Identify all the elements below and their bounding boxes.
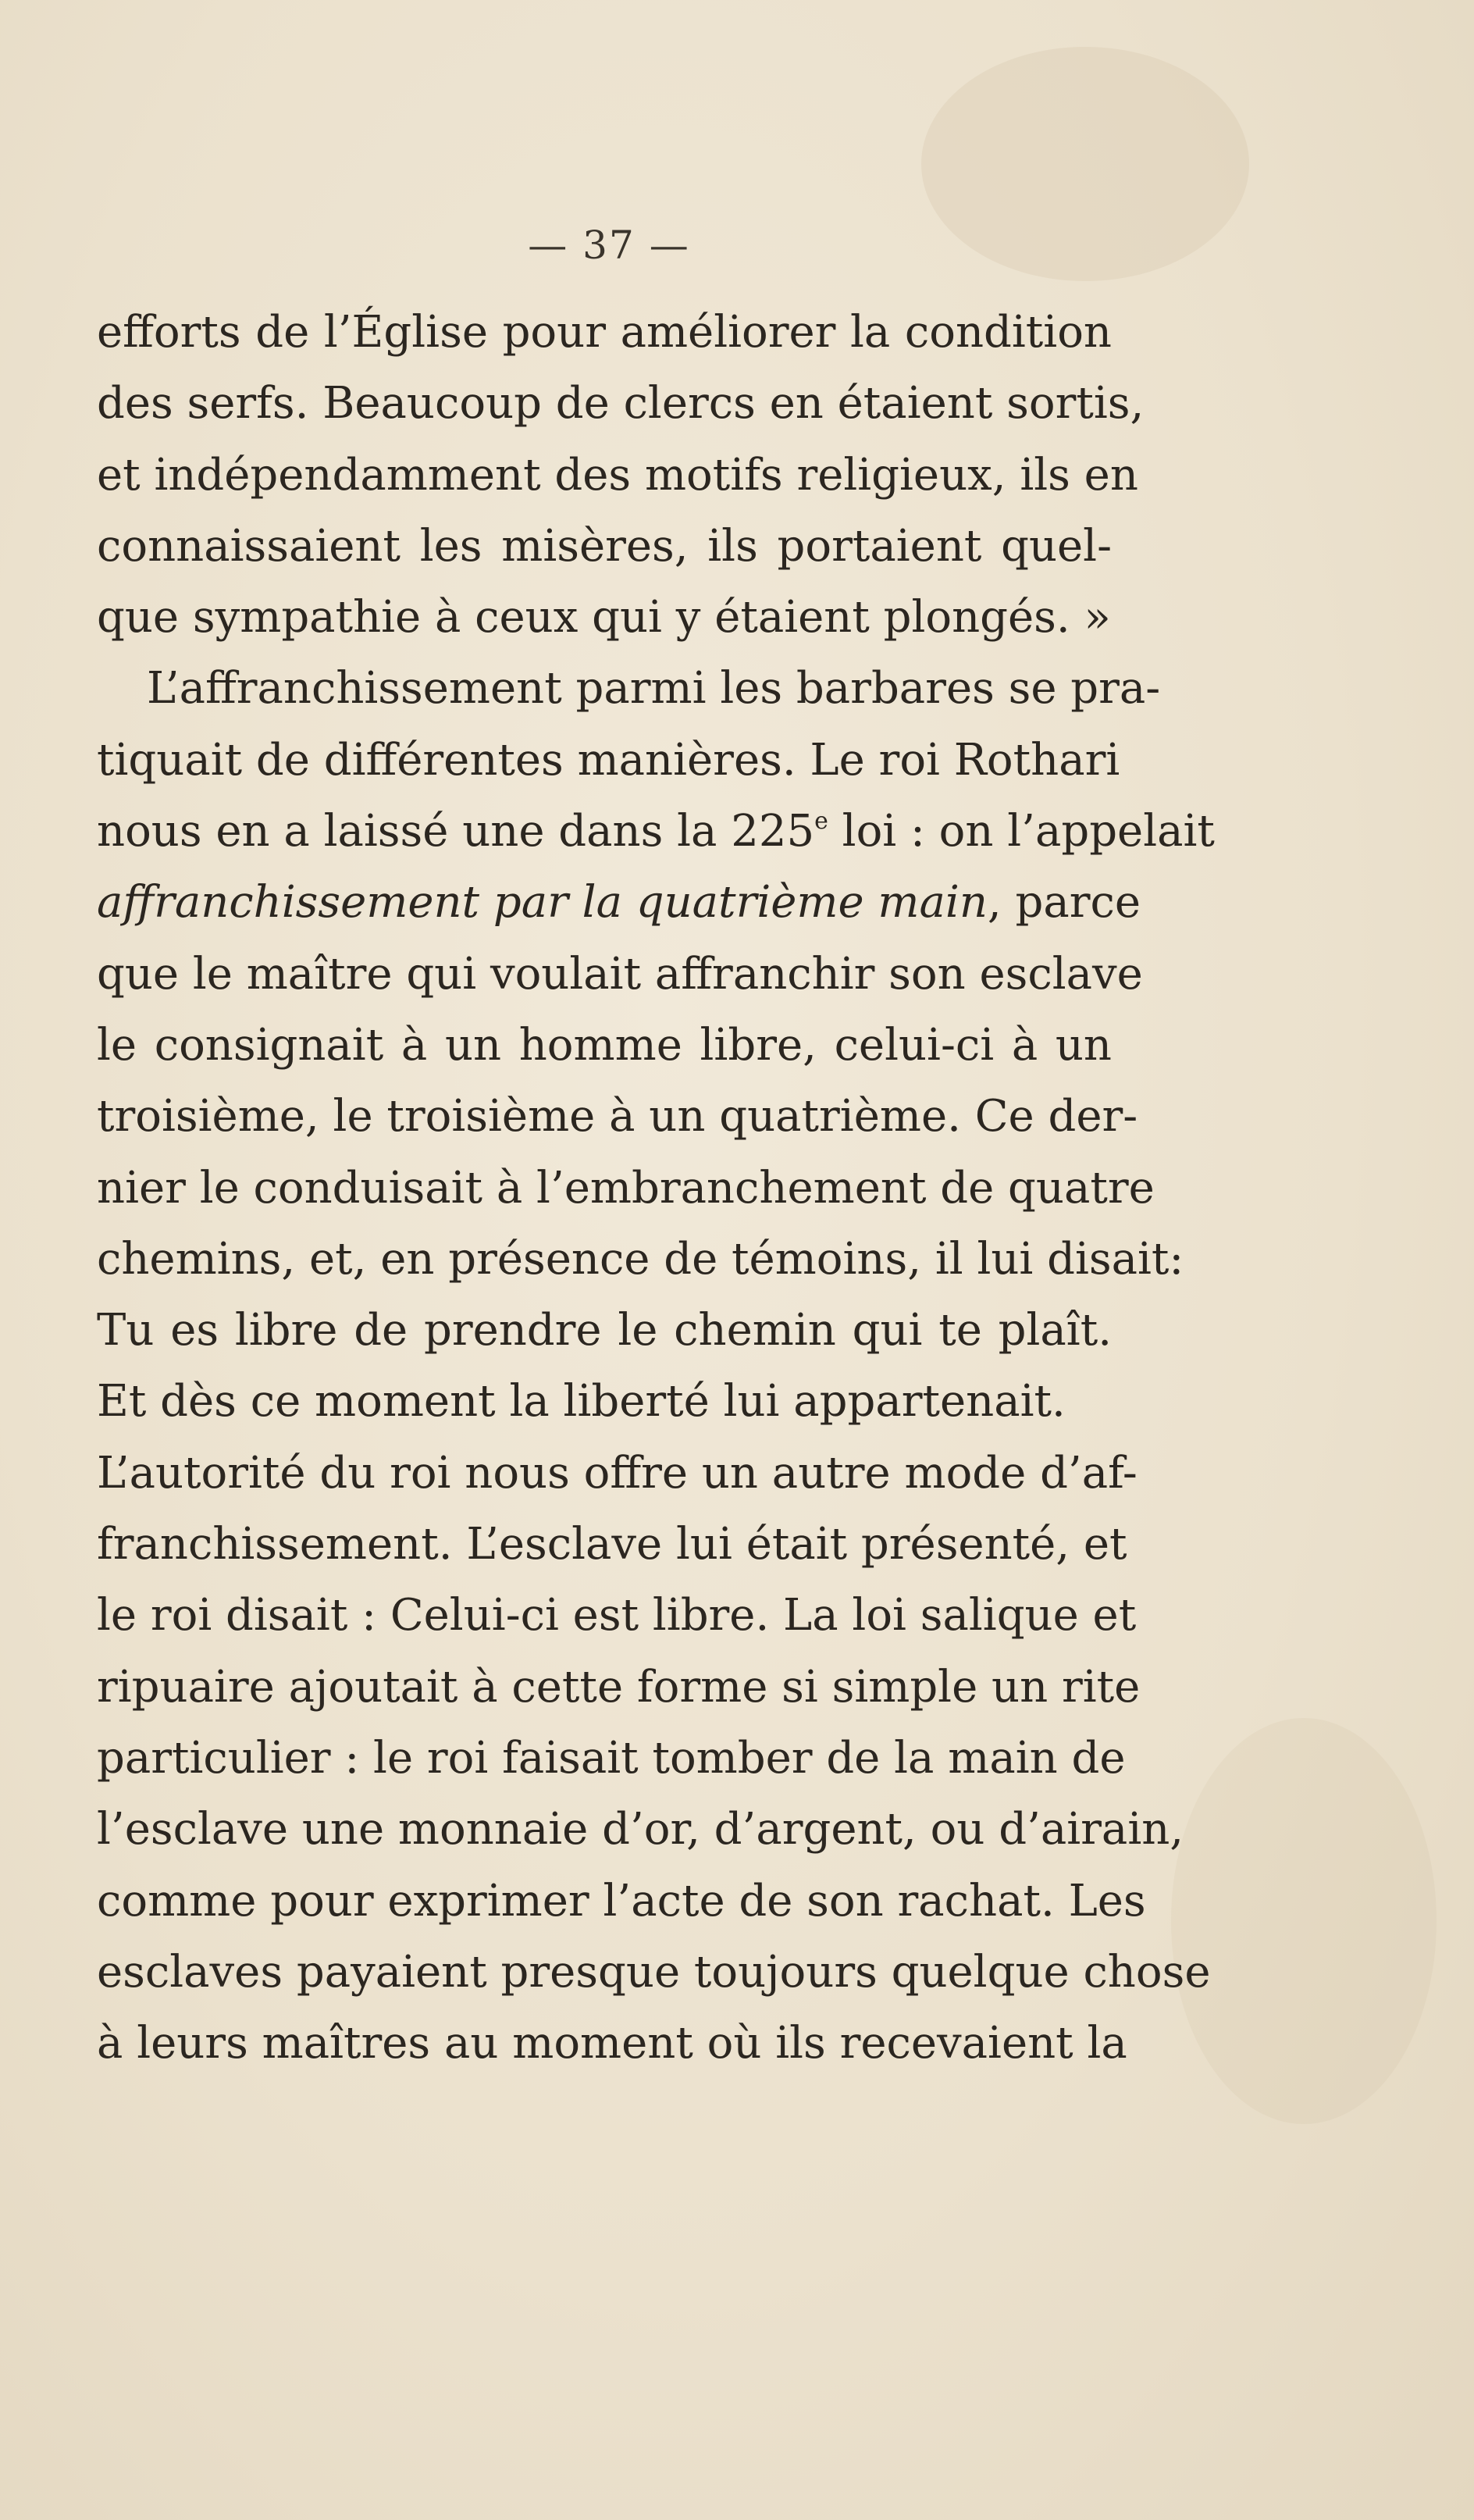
- text-line: Tu es libre de prendre le chemin qui te plaît.: [97, 1305, 1112, 1356]
- paper-stain: [1171, 1718, 1437, 2124]
- text-line: comme pour exprimer l’acte de son rachat. Les: [97, 1875, 1146, 1927]
- italic-phrase: affranchissement par la quatrième main: [97, 877, 988, 929]
- text-line: chemins, et, en présence de témoins, il lui disait:: [97, 1233, 1184, 1285]
- text-line: esclaves payaient presque toujours quelque chose: [97, 1946, 1211, 1998]
- superscript: e: [814, 807, 828, 836]
- text-line: particulier : le roi faisait tomber de la main de: [97, 1732, 1126, 1784]
- text-line: connaissaient les misères, ils portaient quel-: [97, 520, 1112, 572]
- text-line: troisième, le troisième à un quatrième. Ce der-: [97, 1091, 1138, 1142]
- body-text: [97, 297, 1215, 2079]
- text-line: l’esclave une monnaie d’or, d’argent, ou d’airain,: [97, 1804, 1184, 1855]
- text-line: tiquait de différentes manières. Le roi Rothari: [97, 734, 1120, 786]
- text-line: nier le conduisait à l’embranchement de quatre: [97, 1162, 1155, 1214]
- text-line: des serfs. Beaucoup de clercs en étaient sortis,: [97, 378, 1145, 430]
- text-line: [97, 796, 1215, 867]
- text-line: [97, 867, 1141, 938]
- text-segment: , parce: [987, 877, 1141, 929]
- text-line: efforts de l’Église pour améliorer la condition: [97, 307, 1112, 358]
- text-line: L’autorité du roi nous offre un autre mode d’af-: [97, 1447, 1138, 1499]
- text-line: le roi disait : Celui-ci est libre. La loi salique et: [97, 1590, 1137, 1641]
- text-line: le consignait à un homme libre, celui-ci à un: [97, 1019, 1112, 1071]
- text-line: L’affranchissement parmi les barbares se pra-: [147, 663, 1161, 715]
- text-line: à leurs maîtres au moment où ils recevaient la: [97, 2018, 1127, 2069]
- text-line: que sympathie à ceux qui y étaient plongés. »: [97, 592, 1111, 643]
- text-line: franchissement. L’esclave lui était présenté, et: [97, 1519, 1127, 1570]
- text-line: Et dès ce moment la liberté lui appartenait.: [97, 1376, 1066, 1428]
- text-line: et indépendamment des motifs religieux, ils en: [97, 449, 1138, 501]
- text-line: ripuaire ajoutait à cette forme si simple un rite: [97, 1661, 1141, 1713]
- text-line: que le maître qui voulait affranchir son esclave: [97, 948, 1143, 1000]
- text-segment: nous en a laissé une dans la 225: [97, 806, 815, 857]
- page-number: — 37 —: [528, 223, 690, 268]
- text-segment: loi : on l’appelait: [828, 806, 1215, 857]
